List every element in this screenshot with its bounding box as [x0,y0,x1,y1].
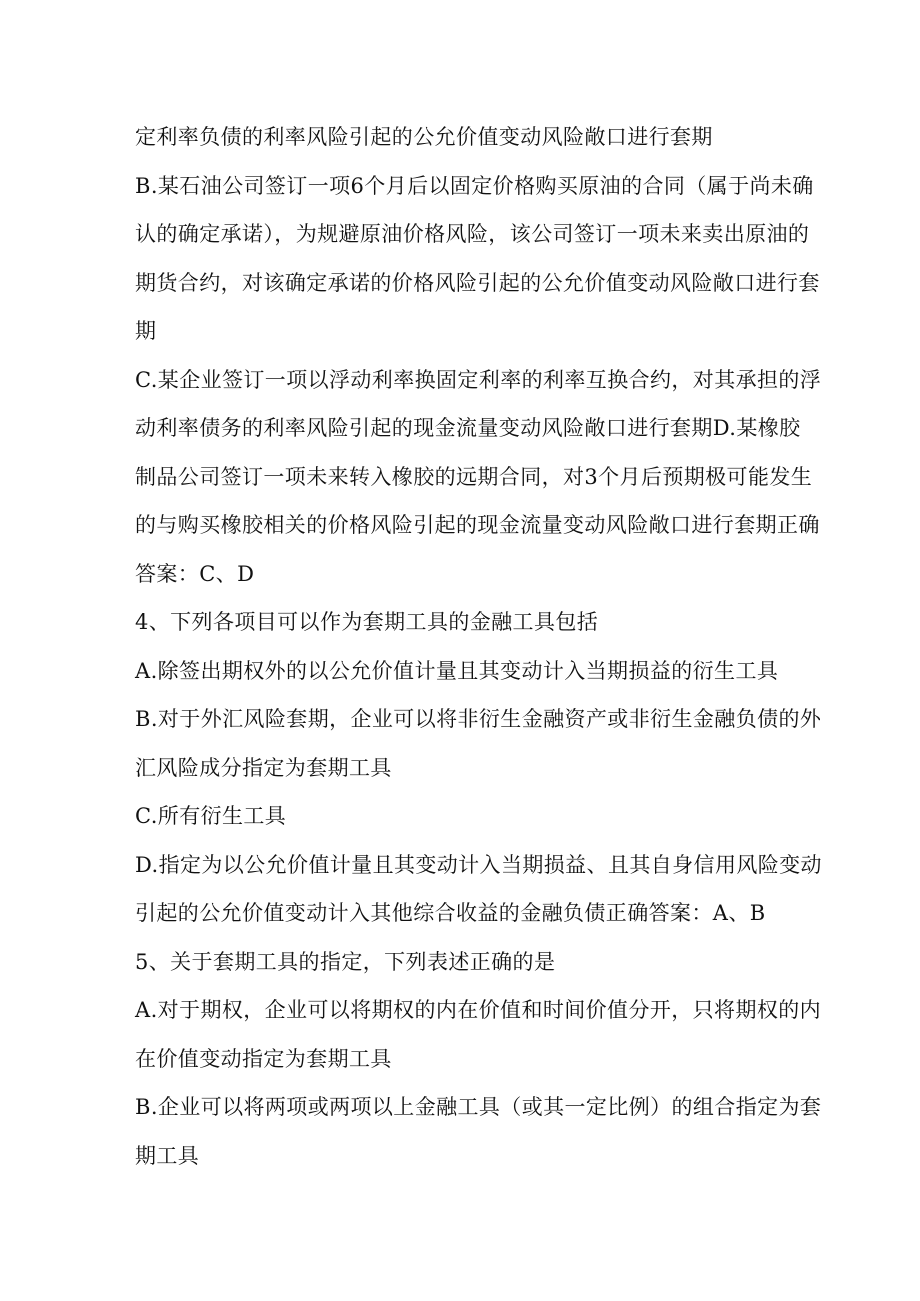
text-line: 认的确定承诺），为规避原油价格风险，该公司签订一项未来卖出原油的 [135,222,810,246]
text-line: 制品公司签订一项未来转入橡胶的远期合同，对3个月后预期极可能发生 [135,464,813,489]
text-line: 的与购买橡胶相关的价格风险引起的现金流量变动风险敞口进行套期正确 [135,513,820,537]
text-line: 期 [135,319,157,343]
text-line: 引起的公允价值变动计入其他综合收益的金融负债正确答案：A、B [135,901,766,925]
text-line: C.某企业签订一项以浮动利率换固定利率的利率互换合约，对其承担的浮 [135,367,822,392]
text-line: B.某石油公司签订一项6个月后以固定价格购买原油的合同（属于尚未确 [135,173,814,198]
text-line: 在价值变动指定为套期工具 [135,1046,392,1071]
text-line: 答案：C、D [135,561,255,586]
text-line: 动利率债务的利率风险引起的现金流量变动风险敞口进行套期D.某橡胶 [135,416,801,440]
text-line: 期货合约，对该确定承诺的价格风险引起的公允价值变动风险敞口进行套 [135,270,820,295]
text-line: A.对于期权，企业可以将期权的内在价值和时间价值分开，只将期权的内 [135,998,822,1022]
text-line: B.企业可以将两项或两项以上金融工具（或其一定比例）的组合指定为套 [135,1095,822,1119]
text-line: C.所有衍生工具 [135,804,287,828]
text-line: D.指定为以公允价值计量且其变动计入当期损益、且其自身信用风险变动 [135,852,822,877]
text-line: 定利率负债的利率风险引起的公允价值变动风险敞口进行套期 [135,125,713,149]
question-heading: 5、关于套期工具的指定，下列表述正确的是 [135,949,556,974]
question-heading: 4、下列各项目可以作为套期工具的金融工具包括 [135,610,599,634]
text-line: B.对于外汇风险套期，企业可以将非衍生金融资产或非衍生金融负债的外 [135,707,822,731]
document-body [135,113,822,1180]
text-line: 期工具 [135,1143,200,1168]
text-line: 汇风险成分指定为套期工具 [135,755,392,780]
text-line: A.除签出期权外的以公允价值计量且其变动计入当期损益的衍生工具 [135,658,779,683]
